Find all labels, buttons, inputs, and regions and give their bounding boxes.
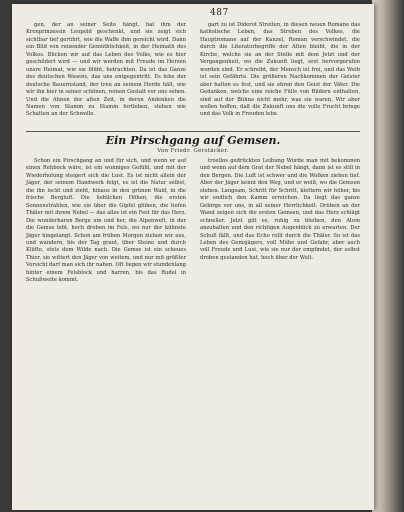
article-author: Von Friedr. Gerstäcker. <box>157 148 229 154</box>
bottom-right-column <box>200 158 360 262</box>
top-right-paragraph: gart zu ist Diderot Streiten, in diesen neuen Romane das katholische Leben, das Streben des Volkes, die Hauptromane auf der Kanzel, Roman verschwindet, die durch die Literaturbegriffe der Alten bleibt, die in der Kirche, welche sie an der Stelle mit dem Jetzt und der Vergangenheit, wo die Zukunft liegt, erst hervorgerufen worden sind. Er schreibt, der Mensch ist frei, und das Weib ist sein Gefährte. Die größeren Nachkommen der Geister aber halten es fest, und sie ehren den Geist der Väter. Die Gedanken, welche eine reiche Fülle von Bildern enthalten, sind auf der Bühne nicht mehr, was sie waren. Wir aber wollen hoffen, daß die Zukunft uns die volle Frucht bringe und das Volk in Freuden lebe. <box>200 22 360 118</box>
top-left-paragraph: gen, der an seiner Seite hängt, hat ihm der Kronprinzessin Leopold geschenkt, und sie zeigt sich sichtbar tief gerührt, wie die Waffe ihm gereicht wird. Dann ein Bild von reizender Gemüthlichkeit, in der Heimath des Volkes. Blicken wir auf das Leben des Volks, wie es hier geschildert wird — und wir werden mit Freude im Herzen unsre Heimat, wie sie blüht, betrachten. Da ist das Ganze des deutschen Wesens, das uns entgegentritt. Es lebe der deutsche Bauernstand, der treu an seinem Herde hält, wie wir ihn hier in seiner schönen, reinen Gestalt vor uns sehen. Und die Ahnen der alten Zeit, in deren Andenken die Namen von Stamm zu Stamm fortleben, stehen wie Schatten an der Schwelle. <box>26 22 186 118</box>
bottom-right-paragraph: trostlos gedrückten Leibung Wurde man mit bekommen und wenn auf dem Grat der Nebel hängt, dann ist es still in den Bergen. Die Luft ist schwer und die Wolken ziehen tief. Aber der Jäger kennt den Weg, und er weiß, wo die Gemsen stehen. Langsam, Schritt für Schritt, klettern wir höher, bis wir endlich den Kamm erreichen. Da liegt das ganze Gebirge vor uns, in all seiner Herrlichkeit. Drüben an der Wand zeigen sich die ersten Gemsen, und das Herz schlägt schneller. Jetzt gilt es, ruhig zu bleiben, den Atem anzuhalten und den richtigen Augenblick zu erwarten. Der Schuß fällt, und das Echo rollt durch die Thäler. So ist das Leben des Gemsjägers, voll Mühe und Gefahr, aber auch voll Freude und Lust, wie sie nur der empfindet, der selbst droben gestanden hat, hoch über der Welt. <box>200 158 360 261</box>
section-divider <box>26 131 360 132</box>
bottom-left-paragraph: Schon ein Pirschgang an und für sich, und wenn er auf einen Rehbock wäre, ist ein wonniges Gefühl, und mit der Wiederholung steigert sich die Lust. Es ist nicht allein der Jäger, der seinem Handwerk folgt, es ist die Natur selbst, die ihn lockt und zieht, hinaus in den grünen Wald, in die frische Bergluft. Die lieblichen Höhen, die ersten Sonnenstrahlen, wie sie über die Gipfel glühen, die tiefen Thäler mit ihrem Nebel — das alles ist ein Fest für das Herz. Die wunderbaren Berge um und her, die Alpenwelt, in der die Gemse lebt, hoch droben im Fels, wo nur der kühnste Jäger hingelangt. Schon am frühen Morgen ziehen wir aus, und wandern, bis der Tag graut, über Steine und durch Klüfte, stets dem Wilde nach. Die Gemse ist ein scheues Thier, sie wittert den Jäger von weitem, und nur mit größter Vorsicht darf man sich ihr nahen. Oft liegen wir stundenlang hinter einem Felsblock und harren, bis das Rudel in Schußweite kommt. <box>26 158 186 284</box>
page-number: 487 <box>210 8 229 18</box>
bottom-left-column <box>26 158 186 285</box>
book-edge <box>372 0 404 512</box>
top-left-column <box>26 22 186 119</box>
book-page <box>12 4 374 510</box>
top-right-column <box>200 22 360 119</box>
article-title: Ein Pirschgang auf Gemsen. <box>105 134 281 147</box>
